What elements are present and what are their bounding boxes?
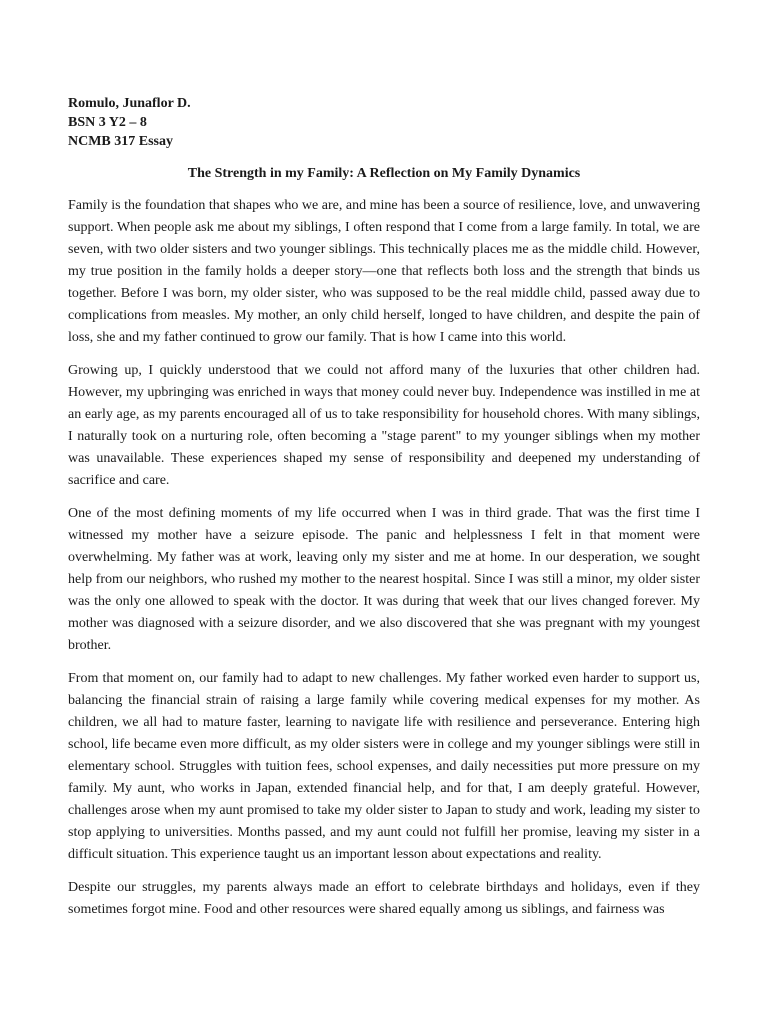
author-name: Romulo, Junaflor D. <box>68 96 191 111</box>
essay-title: The Strength in my Family: A Reflection on My Family Dynamics <box>187 166 581 181</box>
paragraph: From that moment on, our family had to adapt to new challenges. My father worked even harder to support us, balancing the financial strain of raising a large family while covering medical expenses for my mother. As children, we all had to mature faster, learning to navigate life with resilience and perseverance. Entering high school, life became even more difficult, as my older sisters were in college and my younger siblings were still in elementary school. Struggles with tuition fees, school expenses, and daily necessities put more pressure on my family. My aunt, who works in Japan, extended financial help, and for that, I am deeply grateful. However, challenges arose when my aunt promised to take my older sister to Japan to study and work, leading my sister to stop applying to universities. Months passed, and my aunt could not fulfill her promise, leaving my sister in a difficult situation. This experience taught us an important lesson about expectations and reality. <box>68 671 700 862</box>
document-page <box>68 94 700 932</box>
paragraph: One of the most defining moments of my life occurred when I was in third grade. That was the first time I witnessed my mother have a seizure episode. The panic and helplessness I felt in that moment were overwhelming. My father was at work, leaving only my sister and me at home. In our desperation, we sought help from our neighbors, who rushed my mother to the nearest hospital. Since I was still a minor, my older sister was the only one allowed to speak with the doctor. It was during that week that our lives changed forever. My mother was diagnosed with a seizure disorder, and we also discovered that she was pregnant with my youngest brother. <box>68 506 700 653</box>
paragraph: Despite our struggles, my parents always made an effort to celebrate birthdays and holidays, even if they sometimes forgot mine. Food and other resources were shared equally among us siblings, and fairness was <box>68 880 700 917</box>
student-section: BSN 3 Y2 – 8 <box>68 115 147 130</box>
course-label: NCMB 317 Essay <box>68 134 174 149</box>
paragraph: Family is the foundation that shapes who we are, and mine has been a source of resilience, love, and unwavering support. When people ask me about my siblings, I often respond that I come from a large family. In total, we are seven, with two older sisters and two younger siblings. This technically places me as the middle child. However, my true position in the family holds a deeper story—one that reflects both loss and the strength that binds us together. Before I was born, my older sister, who was supposed to be the real middle child, passed away due to complications from measles. My mother, an only child herself, longed to have children, and despite the pain of loss, she and my father continued to grow our family. That is how I came into this world. <box>68 198 700 345</box>
paragraph: Growing up, I quickly understood that we could not afford many of the luxuries that other children had. However, my upbringing was enriched in ways that money could never buy. Independence was instilled in me at an early age, as my parents encouraged all of us to take responsibility for household chores. With many siblings, I naturally took on a nurturing role, often becoming a "stage parent" to my younger siblings when my mother was unavailable. These experiences shaped my sense of responsibility and deepened my understanding of sacrifice and care. <box>68 363 700 488</box>
